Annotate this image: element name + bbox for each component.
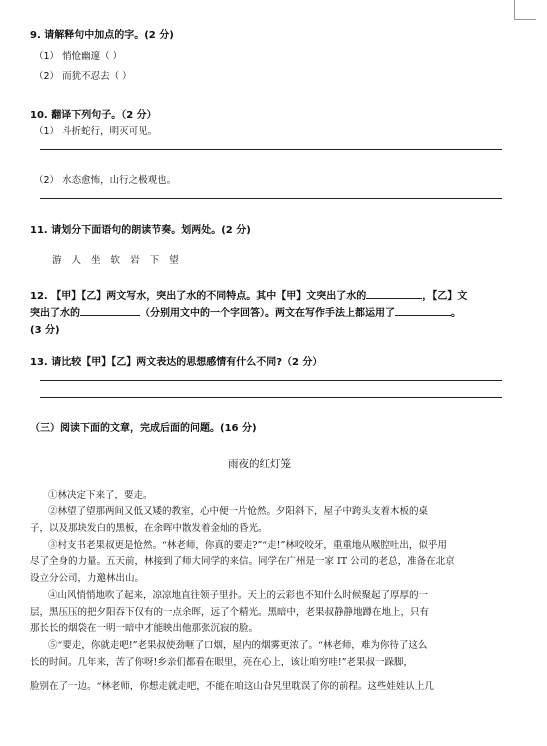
article-paragraph: ④山风悄悄地吹了起来，凉凉地直往领子里扑。天上的云彩也不知什么时候聚起了厚厚的一 (48, 590, 429, 601)
answer-blank (366, 288, 422, 299)
article-paragraph: 设立分公司，力邀林出山。 (30, 573, 145, 584)
rhythm-char: 人 (71, 255, 82, 266)
rhythm-char: 坐 (91, 255, 101, 266)
rhythm-char: 望 (169, 255, 179, 266)
article-paragraph: 长的时间。几年来，苦了你呀!乡亲们都看在眼里，亮在心上，该让咱穷哇!”老果叔一跺脚， (30, 657, 413, 668)
article-title: 雨夜的红灯笼 (228, 458, 291, 470)
page-corner-mark (514, 19, 536, 20)
question-13-title: 13. 请比较【甲】【乙】两文表达的思想感情有什么不同?（2 分） (30, 357, 323, 368)
question-12-text: ，【乙】文 (422, 291, 468, 302)
question-10-title: 10. 翻译下列句子。（2 分） (30, 110, 157, 121)
answer-line (40, 397, 502, 398)
question-10-item-2: （2） 水态愈怖，山行之极观也。 (34, 175, 177, 186)
article-paragraph: ③村支书老果叔更是怆然。“林老师，你真的要走?”“走!”林咬咬牙，重重地从喉腔吐出，似乎用 (48, 540, 447, 551)
article-paragraph: 那长长的烟袋在一明一暗中才能映出他那张沉寂的脸。 (30, 623, 259, 634)
page-corner-mark (514, 0, 515, 20)
question-10-item-1: （1） 斗折蛇行，明灭可见。 (34, 126, 158, 137)
rhythm-char: 岩 (130, 255, 140, 266)
rhythm-char: 游 (52, 255, 62, 266)
question-11-title: 11. 请划分下面语句的朗读节奏。划两处。(2 分) (30, 225, 251, 236)
article-paragraph: 尽了全身的力量。五天前，林接到了师大同学的来信。同学在广州是一家 IT 公司的老总，准备在北京 (30, 556, 455, 567)
answer-blank (395, 305, 451, 316)
question-12-line-2 (30, 304, 461, 319)
question-12-score: (3 分) (30, 325, 60, 336)
article-paragraph: 脸别在了一边。“林老师，你想走就走吧，不能在咱这山旮旯里耽误了你的前程。这些娃娃认上几 (30, 681, 434, 692)
rhythm-char: 下 (149, 255, 160, 266)
question-9-title: 9. 请解释句中加点的字。(2 分) (30, 30, 174, 41)
answer-line (40, 380, 502, 381)
question-12-text: 12. 【甲】【乙】两文写水，突出了水的不同特点。其中【甲】文突出了水的 (30, 291, 367, 302)
question-9-item-1: （1） 悄怆幽邃（ ） (34, 51, 123, 62)
question-12-text: （分别用文中的一个字回答）。两文在写作手法上都运用了 (140, 308, 395, 319)
section-3-title: （三）阅读下面的文章，完成后面的问题。(16 分) (30, 423, 257, 434)
answer-line (40, 198, 502, 199)
article-paragraph: 子，以及那块发白的黑板，在余晖中散发着金灿的昏光。 (30, 523, 268, 534)
rhythm-sentence (52, 252, 189, 266)
article-paragraph: ①林决定下来了，要走。 (48, 490, 153, 501)
question-12-text: 突出了水的 (30, 308, 80, 319)
article-paragraph: 层，黑压压的把夕阳吞下仅有的一点余晖，远了个精光。黑暗中，老果叔静静地蹲在地上，只有 (30, 607, 430, 618)
question-12-text: 。 (451, 308, 461, 319)
article-paragraph: ⑤“要走，你就走吧!”老果叔使劲咂了口烟，屋内的烟雾更浓了。“林老师，难为你待了这么 (48, 640, 428, 651)
question-9-item-2: （2） 而犹不忍去（ ） (34, 71, 132, 82)
answer-line (40, 149, 502, 150)
article-paragraph: ②林望了望那两间又低又矮的教室，心中便一片怆然。夕阳斜下，屋子中跨头支着木板的桌 (48, 506, 429, 517)
rhythm-char: 软 (110, 255, 121, 266)
question-12-line-1 (30, 287, 467, 302)
answer-blank (80, 305, 140, 316)
